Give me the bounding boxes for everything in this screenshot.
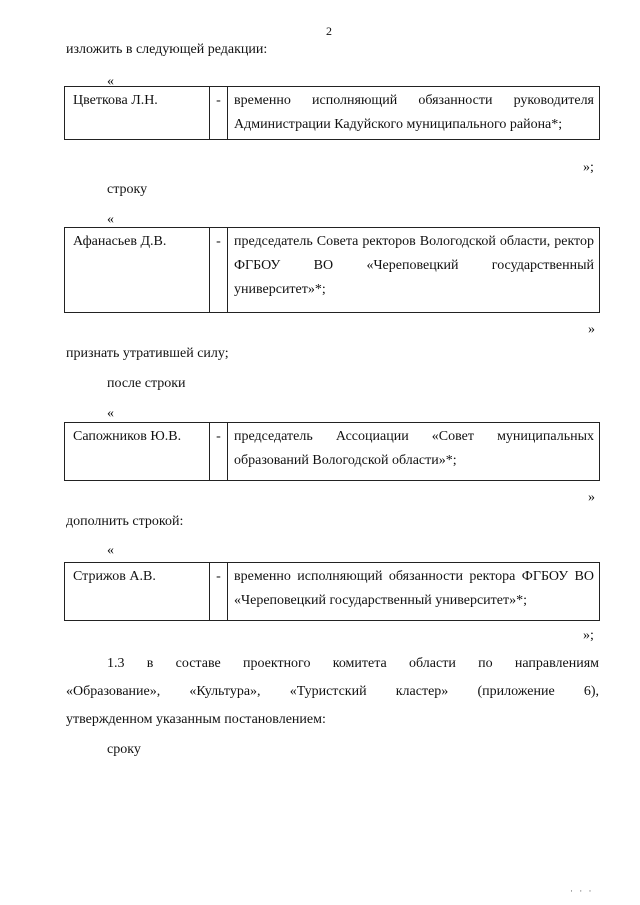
- line-stroku: строку: [107, 182, 148, 197]
- member-name: Сапожников Ю.В.: [65, 423, 210, 481]
- line-priznat: признать утратившей силу;: [66, 346, 229, 361]
- footer-dots: · · ·: [570, 886, 594, 896]
- member-description: председатель Совета ректоров Вологодской области, ректор ФГБОУ ВО «Череповецкий государственный университет»*;: [228, 228, 600, 313]
- open-quote: «: [107, 543, 114, 558]
- member-entry-table: [64, 227, 600, 313]
- member-description: временно исполняющий обязанности ректора ФГБОУ ВО «Череповецкий государственный университет»*;: [228, 563, 600, 621]
- member-dash: -: [210, 423, 228, 481]
- open-quote: «: [107, 212, 114, 227]
- open-quote: «: [107, 74, 114, 89]
- paragraph-1-3-line-2: «Образование», «Культура», «Туристский кластер» (приложение 6),: [66, 684, 599, 699]
- close-quote: »;: [583, 628, 594, 643]
- member-description: председатель Ассоциации «Совет муниципальных образований Вологодской области»*;: [228, 423, 600, 481]
- close-quote: »;: [583, 160, 594, 175]
- page-number: 2: [326, 24, 332, 38]
- member-name: Цветкова Л.Н.: [65, 87, 210, 140]
- member-name: Стрижов А.В.: [65, 563, 210, 621]
- line-dopolnit: дополнить строкой:: [66, 514, 184, 529]
- member-dash: -: [210, 563, 228, 621]
- paragraph-1-3-line-1: 1.3 в составе проектного комитета области по направлениям: [107, 656, 599, 671]
- member-entry-table: [64, 562, 600, 621]
- member-entry-table: [64, 422, 600, 481]
- line-posle-stroki: после строки: [107, 376, 186, 391]
- member-description: временно исполняющий обязанности руководителя Администрации Кадуйского муниципального района*;: [228, 87, 600, 140]
- member-name: Афанасьев Д.В.: [65, 228, 210, 313]
- member-dash: -: [210, 228, 228, 313]
- open-quote: «: [107, 406, 114, 421]
- member-entry-table: [64, 86, 600, 140]
- close-quote: »: [588, 490, 595, 505]
- intro-text: изложить в следующей редакции:: [66, 42, 268, 57]
- line-sroku: сроку: [107, 742, 141, 757]
- paragraph-1-3-line-3: утвержденном указанным постановлением:: [66, 712, 326, 727]
- close-quote: »: [588, 322, 595, 337]
- member-dash: -: [210, 87, 228, 140]
